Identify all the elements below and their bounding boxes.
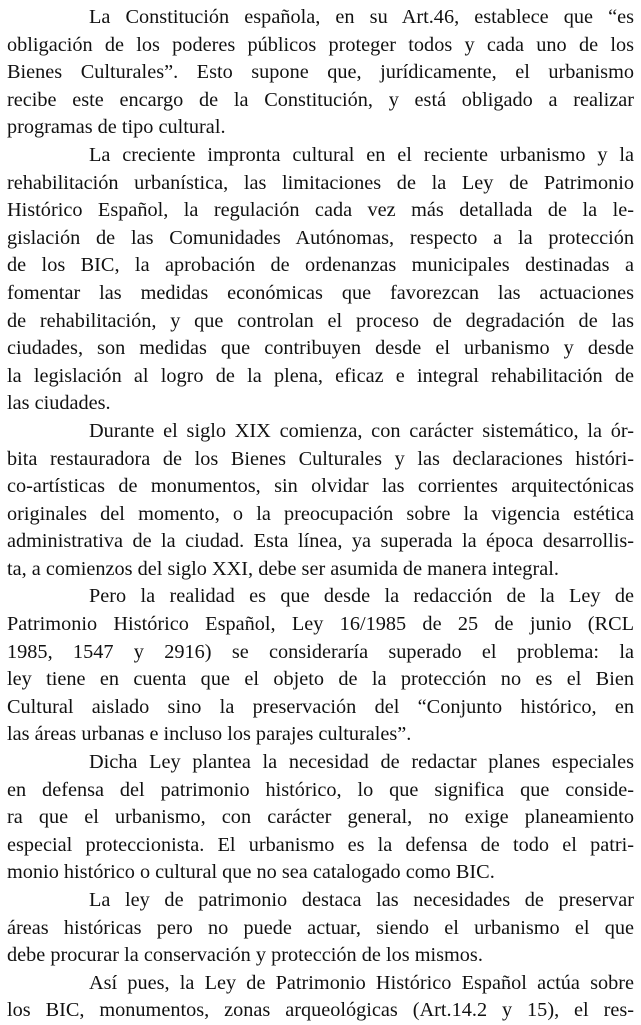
paragraph [7,887,634,970]
paragraph [7,418,634,584]
text-line: programas de tipo cultural. [7,116,226,139]
text-line: La ley de patrimonio destaca las necesidades de preservar [89,889,634,911]
text-line: monio histórico o cultural que no sea catalogado como BIC. [7,861,495,884]
text-line: bita restauradora de los Bienes Culturales y las declaraciones históri- [7,447,634,470]
text-line: Así pues, la Ley de Patrimonio Histórico Español actúa sobre [89,971,634,994]
text-line: co-artísticas de monumentos, sin olvidar las corrientes arquitectónicas [7,475,634,498]
paragraph [7,749,634,887]
text-line: administrativa de la ciudad. Esta línea, ya superada la época desarrollis- [7,530,634,553]
text-line: ciudades, son medidas que contribuyen desde el urbanismo y desde [7,337,634,360]
text-line: especial proteccionista. El urbanismo es la defensa de todo el patri- [7,833,634,856]
text-line: las ciudades. [7,392,111,415]
text-line: la legislación al logro de la plena, eficaz e integral rehabilitación de [7,364,634,387]
text-line: rehabilitación urbanística, las limitaciones de la Ley de Patrimonio [7,171,634,194]
text-line: Cultural aislado sino la preservación del “Conjunto histórico, en [7,695,634,718]
text-line: Patrimonio Histórico Español, Ley 16/1985 de 25 de junio (RCL [7,613,634,636]
text-line: Histórico Español, la regulación cada vez más detallada de la le- [7,199,634,222]
text-line: originales del momento, o la preocupación sobre la vigencia estética [7,502,634,525]
paragraph [7,583,634,749]
text-line: 1985, 1547 y 2916) se consideraría superado el problema: la [7,640,634,663]
text-line: áreas históricas pero no puede actuar, siendo el urbanismo el que [7,916,634,939]
paragraph [7,142,634,418]
paragraph [7,4,634,142]
text-line: gislación de las Comunidades Autónomas, respecto a la protección [7,226,634,249]
text-line: fomentar las medidas económicas que favorezcan las actuaciones [7,281,634,304]
text-line: ta, a comienzos del siglo XXI, debe ser asumida de manera integral. [7,557,559,580]
text-line: los BIC, monumentos, zonas arqueológicas (Art.14.2 y 15), el res- [7,999,634,1022]
text-line: en defensa del patrimonio histórico, lo que significa que conside- [7,778,634,801]
text-line: Bienes Culturales”. Esto supone que, jurídicamente, el urbanismo [7,61,634,84]
text-line: ra que el urbanismo, con carácter general, no exige planeamiento [7,806,634,829]
text-line: La creciente impronta cultural en el reciente urbanismo y la [89,143,634,166]
text-line: obligación de los poderes públicos proteger todos y cada uno de los [7,33,634,56]
text-line: las áreas urbanas e incluso los parajes culturales”. [7,723,412,746]
text-line: Durante el siglo XIX comienza, con carácter sistemático, la ór- [89,419,634,442]
text-line: recibe este encargo de la Constitución, y está obligado a realizar [7,88,634,111]
text-line: debe procurar la conservación y protección de los mismos. [7,944,483,967]
body-text [7,4,634,1025]
text-line: ley tiene en cuenta que el objeto de la protección no es el Bien [7,668,634,691]
text-line: de rehabilitación, y que controlan el proceso de degradación de las [7,309,634,332]
text-line: Pero la realidad es que desde la redacción de la Ley de [89,585,634,608]
text-line: Dicha Ley plantea la necesidad de redactar planes especiales [89,751,634,774]
text-line: de los BIC, la aprobación de ordenanzas municipales destinadas a [7,254,634,277]
text-line: La Constitución española, en su Art.46, establece que “es [89,6,634,28]
paragraph [7,970,634,1025]
